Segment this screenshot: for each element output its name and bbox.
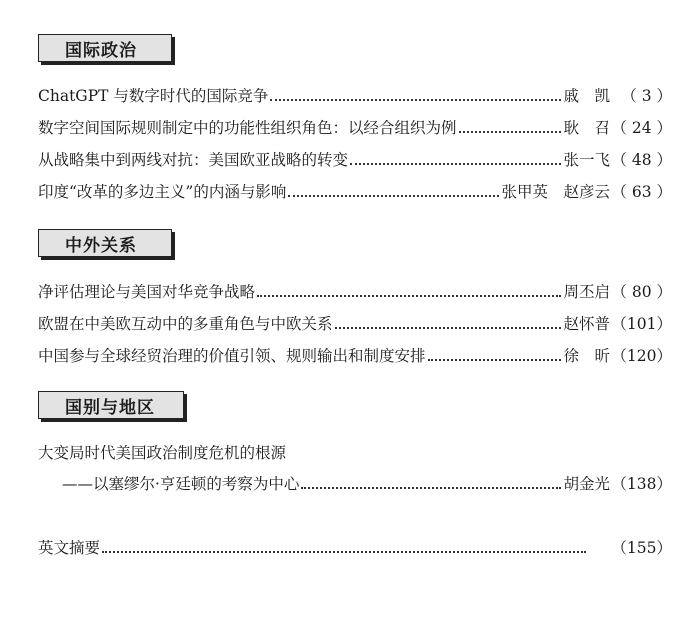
entry-subtitle: ——以塞缪尔·亨廷顿的考察为中心 <box>62 475 300 493</box>
section-heading-countries-and-regions: 国别与地区 <box>38 391 184 419</box>
entry-title: 印度“改革的多边主义”的内涵与影响 <box>38 183 287 201</box>
dot-leader <box>350 163 561 165</box>
dot-leader <box>257 295 561 297</box>
section-heading-international-politics: 国际政治 <box>38 34 172 62</box>
entry-author: 耿 召 <box>563 119 610 137</box>
entry-title: 数字空间国际规则制定中的功能性组织角色：以经合组织为例 <box>38 119 457 137</box>
entry-page: （ 3 ） <box>621 87 672 105</box>
dot-leader <box>270 99 561 101</box>
entry-page: （101） <box>611 315 672 333</box>
dot-leader <box>301 487 561 489</box>
toc-entry-abstract[interactable] <box>38 534 672 558</box>
entry-page: （ 48 ） <box>611 151 672 169</box>
entry-page: （ 80 ） <box>611 283 672 301</box>
toc-entry[interactable] <box>62 470 672 494</box>
entry-page: （155） <box>611 539 672 557</box>
toc-entry[interactable] <box>38 114 672 138</box>
entry-page: （ 63 ） <box>611 183 672 201</box>
entry-title: 净评估理论与美国对华竞争战略 <box>38 283 256 301</box>
entry-author: 徐 昕 <box>563 347 610 365</box>
entry-author: 张甲英 赵彦云 <box>501 183 610 201</box>
dot-leader <box>288 195 499 197</box>
entry-title: 英文摘要 <box>38 539 101 557</box>
entry-author: 周丕启 <box>563 283 610 301</box>
entry-title: 中国参与全球经贸治理的价值引领、规则输出和制度安排 <box>38 347 426 365</box>
toc-entry[interactable] <box>38 342 672 366</box>
entry-page: （120） <box>611 347 672 365</box>
entry-title: ChatGPT 与数字时代的国际竞争 <box>38 87 269 105</box>
dot-leader <box>428 359 562 361</box>
toc-entry[interactable] <box>38 146 672 170</box>
dot-leader <box>335 327 562 329</box>
entry-author: 戚 凯 <box>563 87 610 105</box>
toc-entry[interactable] <box>38 310 672 334</box>
dot-leader <box>102 551 586 553</box>
entry-author: 张一飞 <box>563 151 610 169</box>
entry-page: （138） <box>611 475 672 493</box>
toc-entry[interactable] <box>38 278 672 302</box>
toc-entry[interactable] <box>38 82 672 106</box>
dot-leader <box>459 131 562 133</box>
toc-entry[interactable] <box>38 178 672 202</box>
entry-title[interactable]: 大变局时代美国政治制度危机的根源 <box>38 444 287 462</box>
entry-author: 胡金光 <box>563 475 610 493</box>
entry-author: 赵怀普 <box>563 315 610 333</box>
entry-page: （ 24 ） <box>611 119 672 137</box>
entry-title: 欧盟在中美欧互动中的多重角色与中欧关系 <box>38 315 333 333</box>
entry-title: 从战略集中到两线对抗：美国欧亚战略的转变 <box>38 151 349 169</box>
section-heading-sino-foreign-relations: 中外关系 <box>38 229 172 257</box>
